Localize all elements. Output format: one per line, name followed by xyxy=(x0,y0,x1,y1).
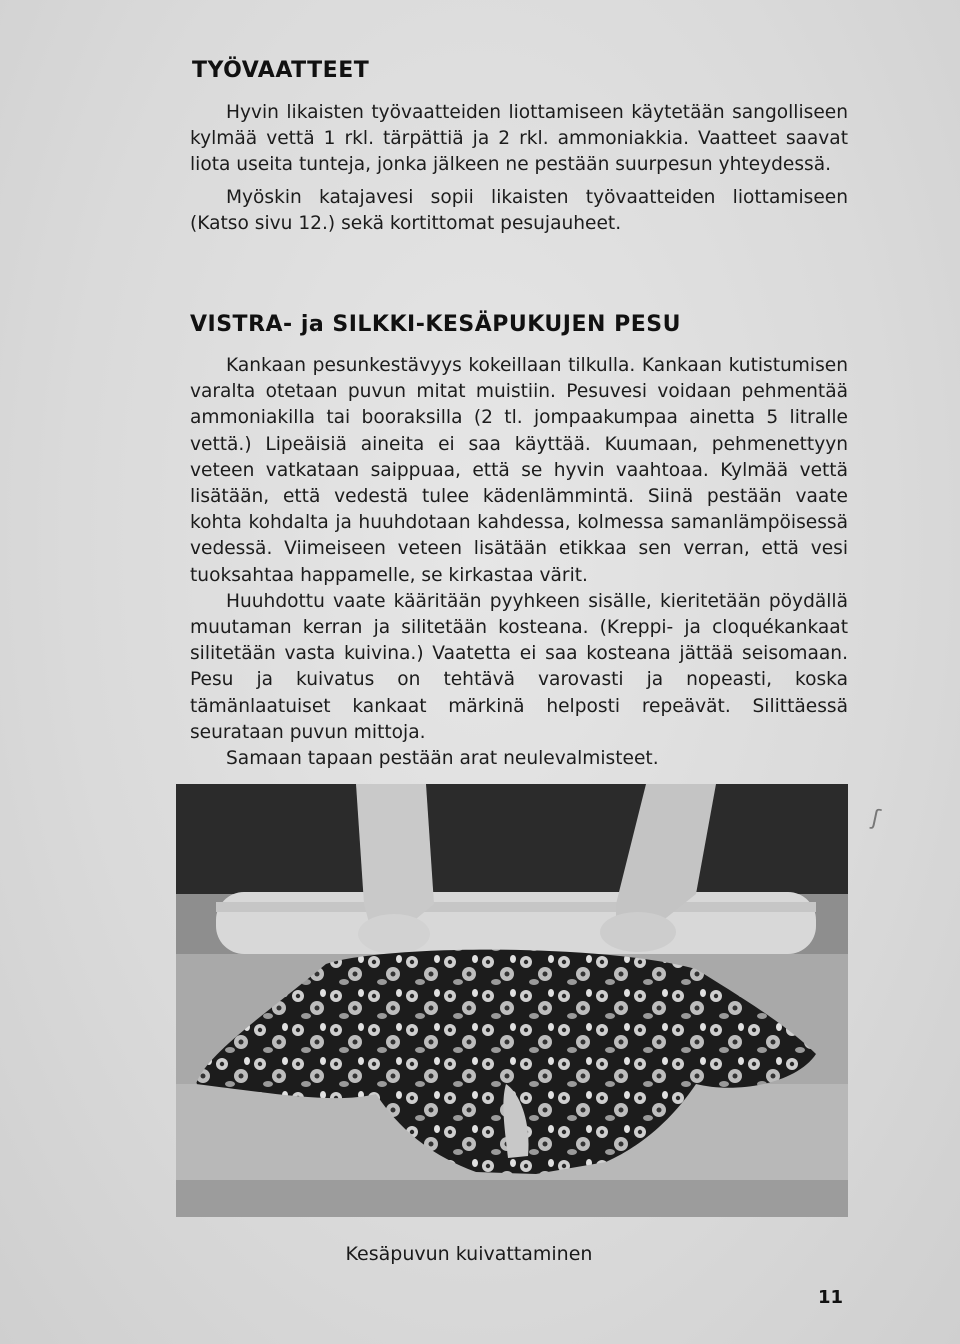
section-heading-tyovaatteet: TYÖVAATTEET xyxy=(192,58,370,83)
figure-caption: Kesäpuvun kuivattaminen xyxy=(345,1243,593,1265)
paragraph: Hyvin likaisten työvaatteiden liottamiseen käytetään sangolliseen kylmää vettä 1 rkl. tärpättiä ja 2 rkl. ammoniakkia. Vaatteet saavat liota useita tunteja, jonka jälkeen ne pestään suurpesun yhteydessä. xyxy=(190,102,848,176)
paragraph: Samaan tapaan pestään arat neulevalmisteet. xyxy=(226,748,659,770)
photo-dress-drying xyxy=(176,784,848,1217)
paragraph: Huuhdottu vaate kääritään pyyhkeen sisälle, kieritetään pöydällä muutaman kerran ja silitetään kosteana. (Kreppi- ja cloquékankaat silitetään vasta kuivina.) Vaatetta ei saa kosteana jättää seisomaan. Pesu ja kuivatus on tehtävä varovasti ja nopeasti, koska tämänlaatuiset kankaat märkinä helposti repeävät. Silittäessä seurataan puvun mittoja. xyxy=(190,590,848,743)
margin-pencil-mark: ʃ xyxy=(869,805,882,832)
paragraph: Myöskin katajavesi sopii likaisten työvaatteiden liottamiseen (Katso sivu 12.) sekä kortittomat pesujauheet. xyxy=(190,186,848,234)
section-body-vistra-silkki xyxy=(190,353,848,772)
page-number: 11 xyxy=(818,1287,844,1308)
section-body-tyovaatteet xyxy=(190,100,848,237)
paragraph: Kankaan pesunkestävyys kokeillaan tilkulla. Kankaan kutistumisen varalta otetaan puvun mitat muistiin. Pesuvesi voidaan pehmentää ammoniakilla tai booraksilla (2 tl. jompaakumpaa ainetta 5 litralle vettä.) Lipeäisiä aineita ei saa käyttää. Kuumaan, pehmenettyyn veteen vatkataan saippuaa, että se hyvin vaahtoaa. Kylmää vettä lisätään, että vedestä tulee kädenlämmintä. Siinä pestään vaate kohta kohdalta ja huuhdotaan kahdessa, kolmessa samanlämpöisessä vedessä. Viimeiseen veteen lisätään etikkaa sen verran, että vesi tuoksahtaa happamelle, se kirkastaa värit. xyxy=(190,355,848,586)
section-heading-vistra-silkki: VISTRA- ja SILKKI-KESÄPUKUJEN PESU xyxy=(190,312,681,337)
